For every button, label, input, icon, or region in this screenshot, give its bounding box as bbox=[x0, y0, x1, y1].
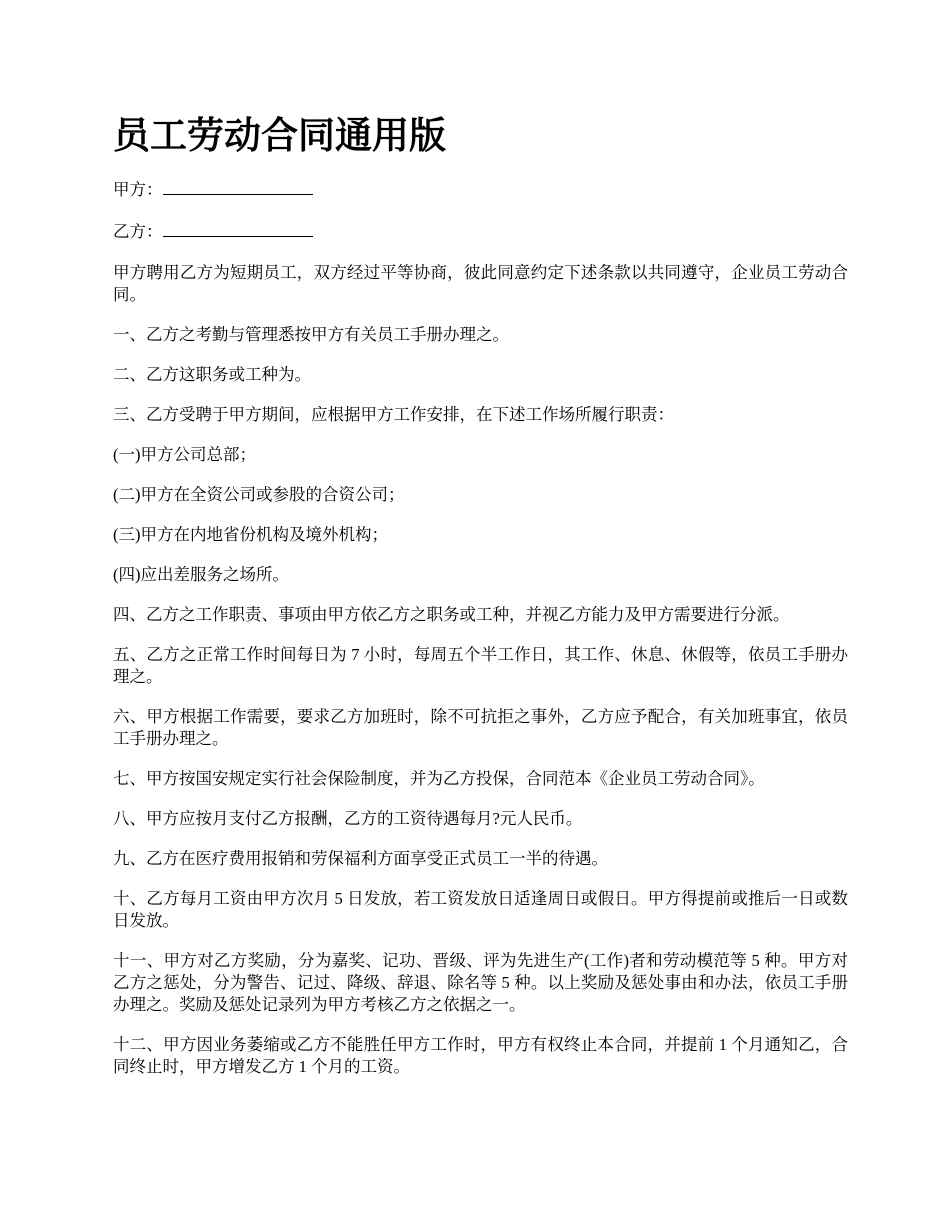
party-a-blank bbox=[163, 178, 313, 195]
paragraph-clause-3: 三、乙方受聘于甲方期间，应根据甲方工作安排，在下述工作场所履行职责： bbox=[113, 405, 674, 424]
paragraph-clause-5: 五、乙方之正常工作时间每日为 7 小时，每周五个半工作日，其工作、休息、休假等，依员工手册办理之。 bbox=[113, 645, 848, 686]
paragraph-clause-1: 一、乙方之考勤与管理悉按甲方有关员工手册办理之。 bbox=[113, 325, 509, 344]
paragraph-clause-8: 八、甲方应按月支付乙方报酬，乙方的工资待遇每月?元人民币。 bbox=[113, 809, 583, 828]
paragraph-clause-10: 十、乙方每月工资由甲方次月 5 日发放，若工资发放日适逢周日或假日。甲方得提前或推后一日或数日发放。 bbox=[113, 889, 848, 930]
paragraph-subitem-1: (一)甲方公司总部； bbox=[113, 445, 256, 464]
paragraph-intro: 甲方聘用乙方为短期员工，双方经过平等协商，彼此同意约定下述条款以共同遵守，企业员工劳动合同。 bbox=[113, 263, 848, 304]
paragraph-subitem-3: (三)甲方在内地省份机构及境外机构； bbox=[113, 525, 388, 544]
party-b-label: 乙方： bbox=[113, 222, 163, 241]
party-b-line bbox=[113, 220, 848, 243]
paragraph-clause-9: 九、乙方在医疗费用报销和劳保福利方面享受正式员工一半的待遇。 bbox=[113, 849, 608, 868]
party-a-line bbox=[113, 178, 848, 201]
paragraph-clause-6: 六、甲方根据工作需要，要求乙方加班时，除不可抗拒之事外，乙方应予配合，有关加班事宜，依员工手册办理之。 bbox=[113, 707, 848, 748]
paragraph-subitem-2: (二)甲方在全资公司或参股的合资公司； bbox=[113, 485, 405, 504]
paragraph-subitem-4: (四)应出差服务之场所。 bbox=[113, 565, 289, 584]
party-b-blank bbox=[163, 220, 313, 237]
paragraph-clause-12: 十二、甲方因业务萎缩或乙方不能胜任甲方工作时，甲方有权终止本合同，并提前 1 个月通知乙，合同终止时，甲方增发乙方 1 个月的工资。 bbox=[113, 1035, 848, 1076]
document-page bbox=[113, 110, 848, 1096]
party-a-label: 甲方： bbox=[113, 180, 163, 199]
paragraph-clause-2: 二、乙方这职务或工种为。 bbox=[113, 365, 311, 384]
document-title: 员工劳动合同通用版 bbox=[113, 114, 446, 157]
paragraph-clause-11: 十一、甲方对乙方奖励，分为嘉奖、记功、晋级、评为先进生产(工作)者和劳动模范等 5 种。甲方对乙方之惩处，分为警告、记过、降级、辞退、除名等 5 种。以上奖励及惩处事由和办法，依员工手册办理之。奖励及惩处记录列为甲方考核乙方之依据之一。 bbox=[113, 951, 848, 1014]
paragraph-clause-4: 四、乙方之工作职责、事项由甲方依乙方之职务或工种，并视乙方能力及甲方需要进行分派。 bbox=[113, 605, 790, 624]
paragraph-clause-7: 七、甲方按国安规定实行社会保险制度，并为乙方投保，合同范本《企业员工劳动合同》。 bbox=[113, 769, 765, 788]
